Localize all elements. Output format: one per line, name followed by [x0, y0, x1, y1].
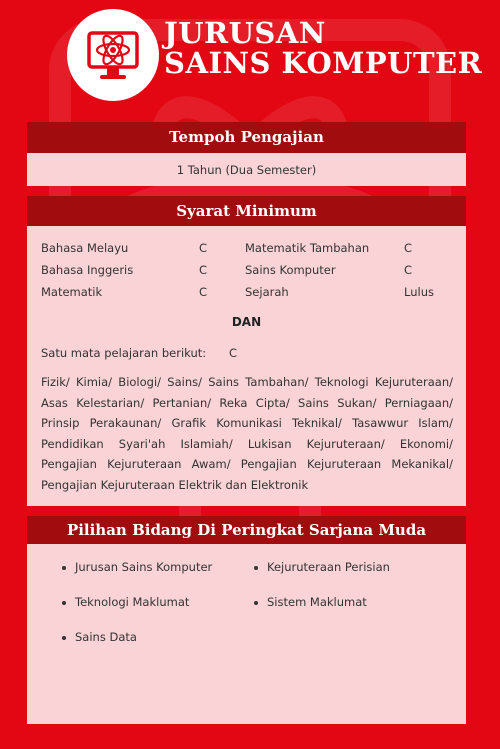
pilihan-heading: Pilihan Bidang Di Peringkat Sarjana Muda: [27, 516, 466, 544]
subject-grade: C: [404, 263, 413, 277]
subject-name: Sains Komputer: [245, 263, 336, 277]
list-item: Kejuruteraan Perisian: [267, 560, 390, 574]
dan-label: DAN: [231, 315, 262, 329]
syarat-heading: Syarat Minimum: [27, 196, 466, 226]
satu-grade: C: [229, 346, 238, 360]
subject-grade: Lulus: [404, 285, 434, 299]
bullet-icon: [62, 636, 66, 640]
title-line-2: SAINS KOMPUTER: [164, 46, 483, 80]
page-header: [0, 0, 500, 118]
tempoh-heading: Tempoh Pengajian: [27, 122, 466, 153]
satu-label: Satu mata pelajaran berikut:: [41, 346, 207, 360]
logo: [67, 9, 159, 101]
subject-name: Sejarah: [245, 285, 289, 299]
title-line-1: JURUSAN: [164, 16, 326, 50]
subject-name: Bahasa Melayu: [41, 241, 129, 255]
subject-grade: C: [199, 241, 208, 255]
bullet-icon: [254, 566, 258, 570]
bullet-icon: [254, 601, 258, 605]
bullet-icon: [62, 566, 66, 570]
subject-grade: C: [404, 241, 413, 255]
list-item: Sains Data: [75, 630, 137, 644]
tempoh-value: 1 Tahun (Dua Semester): [27, 153, 466, 186]
bullet-icon: [62, 601, 66, 605]
atom-monitor-icon: [67, 9, 159, 101]
subject-name: Bahasa Inggeris: [41, 263, 134, 277]
list-item: Jurusan Sains Komputer: [75, 560, 213, 574]
pilihan-card: [27, 544, 466, 724]
syarat-card: [27, 226, 466, 506]
list-item: Sistem Maklumat: [267, 595, 367, 609]
subject-grade: C: [199, 285, 208, 299]
subject-list-text: Fizik/ Kimia/ Biologi/ Sains/ Sains Tambahan/ Teknologi Kejuruteraan/ Asas Kelestarian/ Pertanian/ Reka Cipta/ Sains Sukan/ Perniagaan/ Prinsip Perakaunan/ Grafik Komunikasi Teknikal/ Tasawwur Islam/ Pendidikan Syari'ah Islamiah/ Lukisan Kejuruteraan/ Ekonomi/ Pengajian Kejuruteraan Awam/ Pengajian Kejuruteraan Mekanikal/ Pengajian Kejuruteraan Elektrik dan Elektronik: [41, 375, 453, 492]
subject-grade: C: [199, 263, 208, 277]
page-title: [164, 18, 482, 78]
subject-name: Matematik: [41, 285, 103, 299]
subject-name: Matematik Tambahan: [245, 241, 370, 255]
list-item: Teknologi Maklumat: [75, 595, 190, 609]
